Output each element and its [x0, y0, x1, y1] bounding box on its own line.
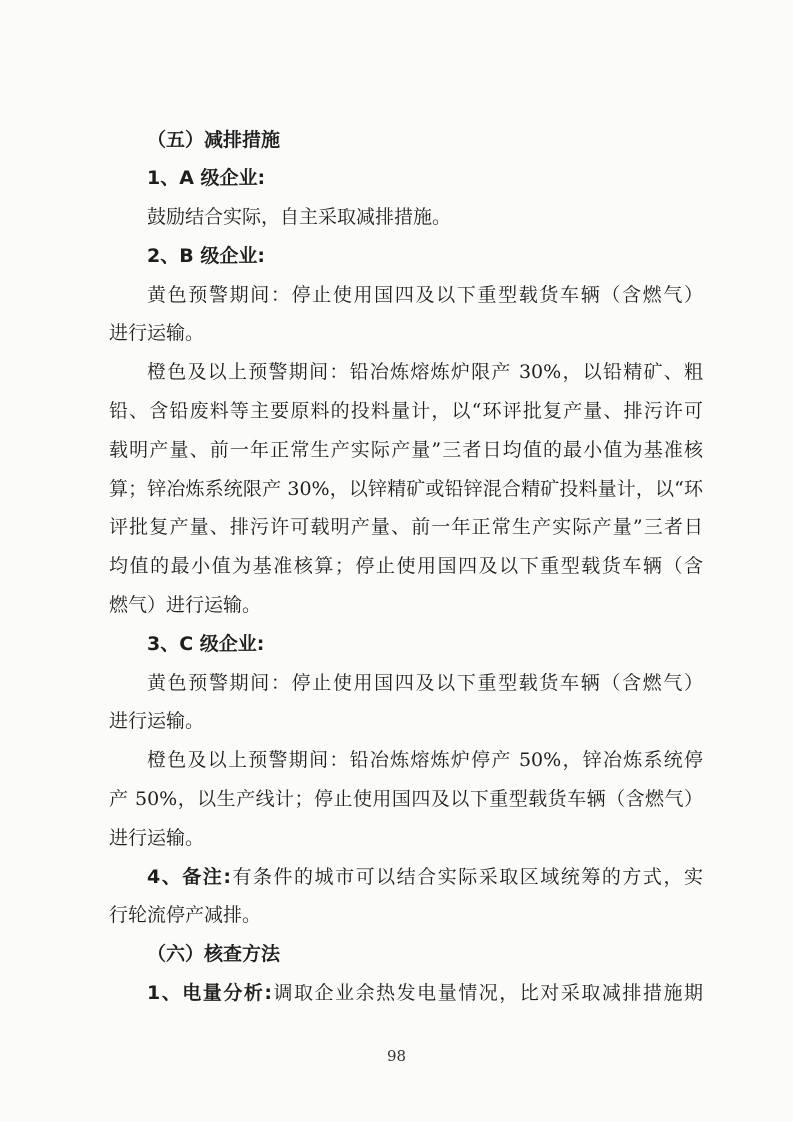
paragraph-line: 铅、含铅废料等主要原料的投料量计，以“环评批复产量、排污许可 — [109, 400, 703, 422]
paragraph-note — [147, 864, 703, 890]
paragraph-line: 燃气）进行运输。 — [109, 594, 262, 616]
page-number: 98 — [386, 1047, 407, 1065]
paragraph-power-analysis — [147, 980, 703, 1006]
section-heading-verification-method: （六）核查方法 — [147, 943, 281, 965]
paragraph-line: 进行运输。 — [109, 710, 205, 732]
section-heading-emission-reduction: （五）减排措施 — [147, 129, 281, 151]
power-analysis-text: 调取企业余热发电量情况，比对采取减排措施期 — [271, 982, 703, 1004]
note-label: 4、备注: — [147, 866, 231, 888]
paragraph-line: 产 50%，以生产线计；停止使用国四及以下重型载货车辆（含燃气） — [109, 788, 703, 810]
paragraph-line: 进行运输。 — [109, 322, 205, 344]
paragraph-line: 黄色预警期间：停止使用国四及以下重型载货车辆（含燃气） — [147, 672, 703, 694]
paragraph-line: 载明产量、前一年正常生产实际产量”三者日均值的最小值为基准核 — [109, 439, 703, 461]
subheading-grade-c: 3、C 级企业: — [147, 633, 265, 655]
paragraph-line: 橙色及以上预警期间：铅冶炼熔炼炉限产 30%，以铅精矿、粗 — [147, 361, 703, 383]
paragraph-line: 算；锌冶炼系统限产 30%，以锌精矿或铅锌混合精矿投料量计，以“环 — [109, 478, 703, 500]
note-text: 有条件的城市可以结合实际采取区域统筹的方式，实 — [230, 866, 703, 888]
paragraph-line: 橙色及以上预警期间：铅冶炼熔炼炉停产 50%，锌冶炼系统停 — [147, 749, 703, 771]
paragraph-line: 均值的最小值为基准核算；停止使用国四及以下重型载货车辆（含 — [109, 555, 703, 577]
power-analysis-label: 1、电量分析: — [147, 982, 272, 1004]
paragraph-line: 进行运输。 — [109, 827, 205, 849]
paragraph-line: 行轮流停产减排。 — [109, 904, 262, 926]
subheading-grade-a: 1、A 级企业: — [147, 167, 266, 189]
paragraph-grade-a: 鼓励结合实际，自主采取减排措施。 — [147, 206, 452, 228]
paragraph-line: 评批复产量、排污许可载明产量、前一年正常生产实际产量”三者日 — [109, 516, 703, 538]
paragraph-line: 黄色预警期间：停止使用国四及以下重型载货车辆（含燃气） — [147, 284, 703, 306]
subheading-grade-b: 2、B 级企业: — [147, 245, 265, 267]
